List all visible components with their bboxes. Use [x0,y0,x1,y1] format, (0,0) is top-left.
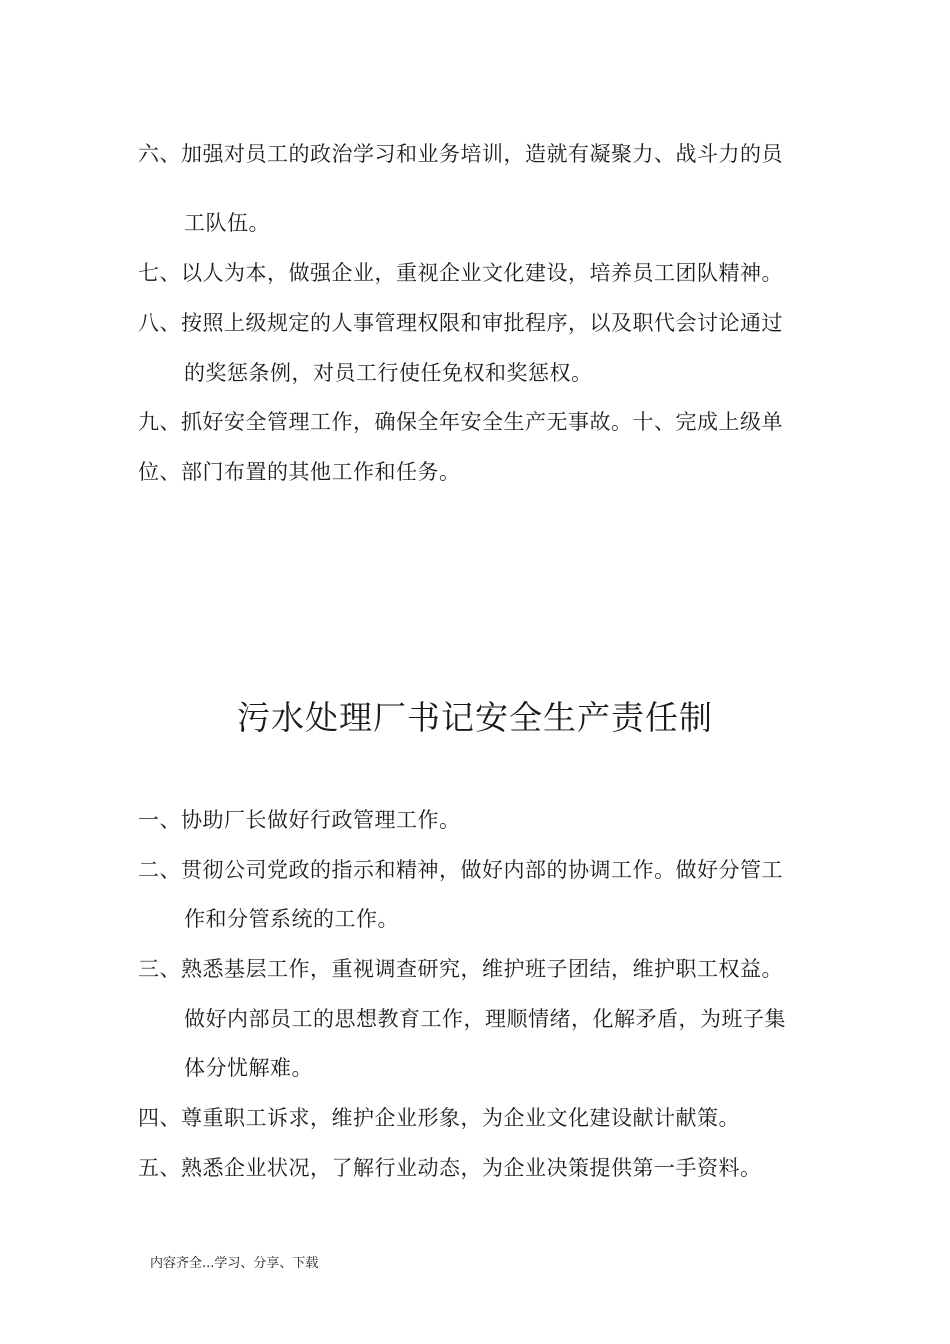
item-8-line-1: 八、按照上级规定的人事管理权限和审批程序，以及职代会讨论通过 [138,311,783,335]
page-footer: 内容齐全...学习、分享、下载 [150,1256,319,1271]
item-9-line-1: 九、抓好安全管理工作，确保全年安全生产无事故。十、完成上级单 [138,410,783,434]
duty-3-line-3: 体分忧解难。 [184,1056,313,1080]
duty-3-line-1: 三、熟悉基层工作，重视调查研究，维护班子团结，维护职工权益。 [138,957,783,981]
duty-5-line-1: 五、熟悉企业状况，了解行业动态，为企业决策提供第一手资料。 [138,1156,762,1180]
document-title: 污水处理厂书记安全生产责任制 [237,698,713,737]
item-8-line-2: 的奖惩条例，对员工行使任免权和奖惩权。 [184,361,593,385]
item-6-line-2: 工队伍。 [184,211,270,235]
duty-2-line-1: 二、贯彻公司党政的指示和精神，做好内部的协调工作。做好分管工 [138,858,783,882]
item-6-line-1: 六、加强对员工的政治学习和业务培训，造就有凝聚力、战斗力的员 [138,142,783,166]
item-7-line-1: 七、以人为本，做强企业，重视企业文化建设，培养员工团队精神。 [138,261,783,285]
duty-3-line-2: 做好内部员工的思想教育工作，理顺情绪，化解矛盾，为班子集 [184,1007,786,1031]
duty-1-line-1: 一、协助厂长做好行政管理工作。 [138,808,461,832]
item-9-line-2: 位、部门布置的其他工作和任务。 [138,460,461,484]
duty-2-line-2: 作和分管系统的工作。 [184,907,399,931]
duty-4-line-1: 四、尊重职工诉求，维护企业形象，为企业文化建设献计献策。 [138,1106,740,1130]
